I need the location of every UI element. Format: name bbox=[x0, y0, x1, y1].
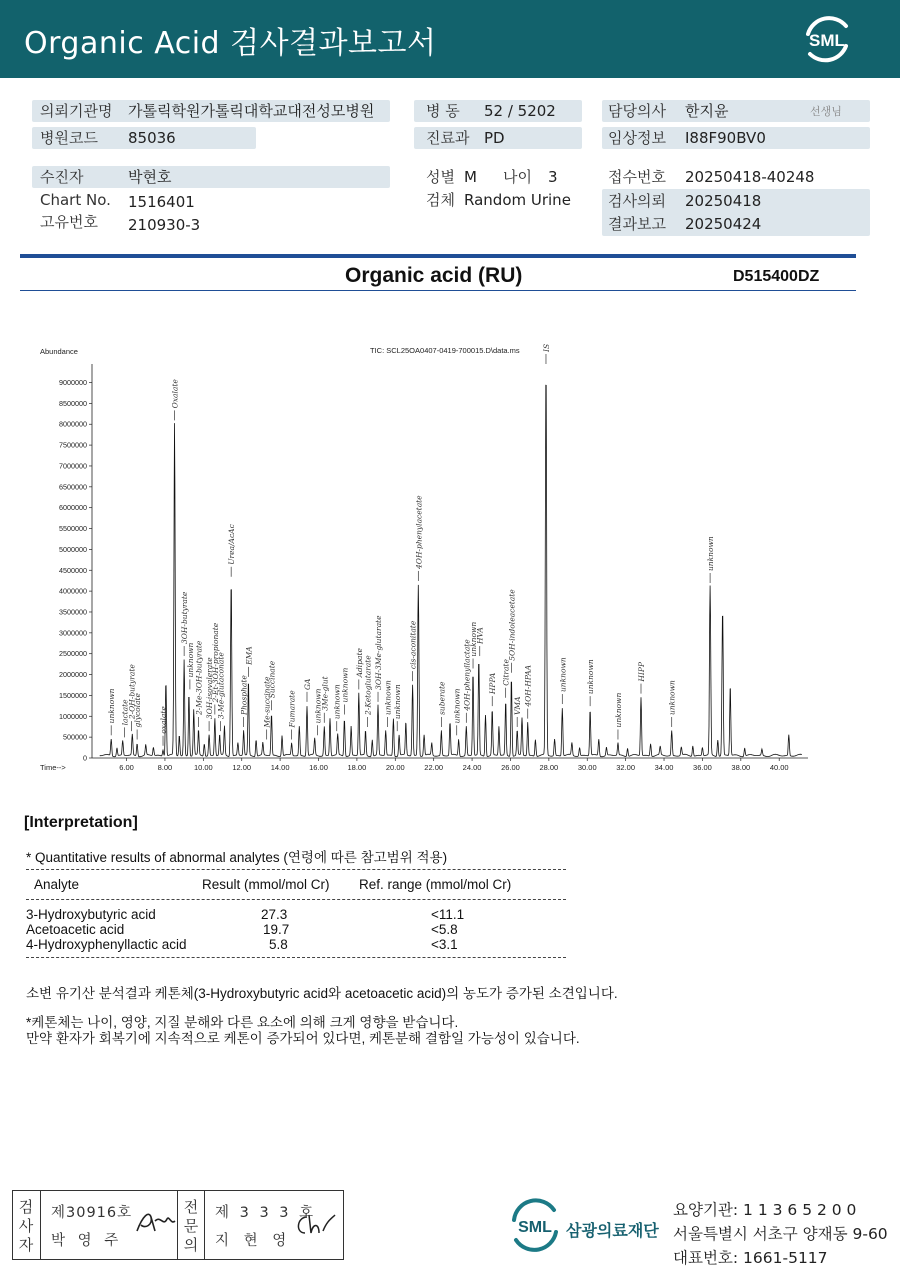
receipt-value: 20250418-40248 bbox=[685, 168, 815, 186]
peak-annotation-label: glycolate bbox=[133, 692, 143, 728]
chart-title: TIC: SCL25OA0407-0419-700015.D\data.ms bbox=[370, 346, 520, 355]
y-tick-label: 3000000 bbox=[59, 628, 87, 638]
peak-annotation-label: unknown bbox=[332, 684, 342, 720]
specimen-value: Random Urine bbox=[464, 191, 571, 209]
signature-box bbox=[12, 1190, 344, 1260]
interpretation-comment-2: 만약 환자가 회복기에 지속적으로 케톤이 증가되어 있다면, 케톤분해 결함일 가능성이 있습니다. bbox=[26, 1031, 580, 1046]
x-tick-label: 32.00 bbox=[616, 763, 636, 772]
peak-annotation-label: EMA bbox=[244, 646, 254, 665]
row-analyte: 4-Hydroxyphenyllactic acid bbox=[26, 937, 187, 952]
peak-annotation-label: unknown bbox=[383, 680, 393, 715]
peak-annotation-label: unknown bbox=[107, 688, 117, 724]
table-divider-bottom bbox=[26, 957, 566, 958]
x-tick-label: 26.00 bbox=[501, 763, 520, 772]
tester-signature-icon bbox=[133, 1207, 179, 1237]
specialist-license: 제 3 3 3 호 bbox=[215, 1205, 317, 1221]
report-label: 결과보고 bbox=[608, 215, 666, 233]
peak-annotation-label: unknown bbox=[313, 688, 323, 724]
institution-label: 의뢰기관명 bbox=[40, 102, 113, 120]
ward-value: 52 / 5202 bbox=[484, 102, 556, 120]
x-tick-label: 36.00 bbox=[693, 763, 712, 772]
specialist-label-cell bbox=[177, 1191, 205, 1259]
clinical-label: 임상정보 bbox=[608, 129, 666, 147]
row-ref: <3.1 bbox=[431, 937, 458, 952]
ward-label: 병 동 bbox=[426, 102, 460, 120]
table-divider-top bbox=[26, 869, 566, 870]
table-divider-mid bbox=[26, 899, 566, 900]
x-tick-label: 22.00 bbox=[424, 763, 444, 772]
row-ref: <11.1 bbox=[431, 907, 465, 922]
patient-bar bbox=[32, 166, 390, 188]
chart-section-code: D515400DZ bbox=[733, 268, 820, 285]
row-result: 5.8 bbox=[269, 937, 288, 952]
request-value: 20250418 bbox=[685, 192, 762, 210]
peak-annotation-label: IS bbox=[541, 343, 551, 352]
peak-annotation-label: unknown bbox=[452, 688, 462, 724]
peak-annotation-label: Me-succinate bbox=[262, 676, 272, 728]
col-ref: Ref. range (mmol/mol Cr) bbox=[359, 877, 512, 892]
peak-annotation-label: cis-aconitate bbox=[408, 620, 418, 670]
hospital-code-label: 병원코드 bbox=[40, 129, 98, 147]
footer-address: 서울특별시 서초구 양재동 9-60 bbox=[673, 1225, 888, 1243]
age-label: 나이 bbox=[503, 168, 532, 186]
unique-no-label: 고유번호 bbox=[40, 213, 98, 231]
peak-annotation-label: unknown bbox=[667, 680, 677, 715]
hospital-code-value: 85036 bbox=[128, 129, 176, 147]
peak-annotation-label: 3Me-glut bbox=[320, 676, 330, 711]
y-tick-label: 6000000 bbox=[59, 503, 87, 513]
peak-annotation-label: 2-OH-butyrate bbox=[127, 664, 137, 720]
report-title: Organic Acid 검사결과보고서 bbox=[24, 26, 437, 61]
peak-annotation-label: 3OH-3Me-glutarate bbox=[374, 615, 384, 690]
peak-annotation-label: Fumarate bbox=[287, 690, 297, 728]
dept-label: 진료과 bbox=[426, 129, 470, 147]
logo-text: SML bbox=[809, 31, 845, 50]
specialist-label-3: 의 bbox=[183, 1236, 199, 1254]
report-value: 20250424 bbox=[685, 215, 762, 233]
patient-value: 박현호 bbox=[128, 168, 172, 186]
interpretation-note: * Quantitative results of abnormal analytes (연령에 따른 참고범위 적용) bbox=[26, 850, 448, 865]
tester-license: 제30916호 bbox=[51, 1205, 133, 1221]
y-tick-label: 0 bbox=[83, 753, 87, 763]
peak-annotation-label: unknown bbox=[613, 692, 623, 728]
x-tick-label: 34.00 bbox=[654, 763, 674, 772]
row-analyte: 3-Hydroxybutyric acid bbox=[26, 907, 156, 922]
interpretation-heading: [Interpretation] bbox=[24, 814, 138, 831]
row-analyte: Acetoacetic acid bbox=[26, 922, 125, 937]
x-tick-label: 16.00 bbox=[309, 763, 328, 772]
peak-annotation-label: Phosphate bbox=[239, 675, 249, 715]
peak-annotation-label: Citrate bbox=[501, 659, 511, 686]
tester-label-1: 검 bbox=[18, 1198, 34, 1216]
x-tick-label: 6.00 bbox=[119, 763, 134, 772]
x-tick-label: 20.00 bbox=[385, 763, 405, 772]
institution-value: 가톨릭학원가톨릭대학교대전성모병원 bbox=[128, 102, 375, 120]
peak-annotation-label: unknown bbox=[469, 621, 479, 657]
peak-annotation-label: unknown bbox=[393, 684, 403, 720]
peak-annotation-label: 3OH-isovalerate bbox=[205, 657, 215, 720]
dept-value: PD bbox=[484, 129, 505, 147]
unique-no-value: 210930-3 bbox=[128, 216, 201, 234]
x-tick-label: 14.00 bbox=[270, 763, 290, 772]
peak-annotation-label: unknown bbox=[558, 657, 568, 693]
doctor-label: 담당의사 bbox=[608, 102, 666, 120]
y-tick-label: 7500000 bbox=[59, 440, 87, 450]
specialist-label-2: 문 bbox=[183, 1217, 199, 1235]
chart-no-label: Chart No. bbox=[40, 191, 111, 209]
x-tick-label: 28.00 bbox=[539, 763, 559, 772]
x-tick-label: 24.00 bbox=[462, 763, 482, 772]
peak-annotation-label: 2-Me-3OH-butyrate bbox=[194, 640, 204, 715]
peak-annotation-label: VMA bbox=[513, 696, 523, 715]
footer-phone: 대표번호: 1661-5117 bbox=[673, 1249, 828, 1267]
peak-annotation-label: 3OH-butyrate bbox=[180, 591, 190, 645]
peak-annotation-label: 4OH-phenylacetate bbox=[414, 495, 424, 569]
x-tick-label: 12.00 bbox=[232, 763, 252, 772]
peak-annotation-label: suberate bbox=[437, 681, 447, 715]
y-tick-label: 8500000 bbox=[59, 398, 87, 408]
doctor-value: 한지윤 bbox=[685, 102, 729, 120]
x-axis-label: Time--> bbox=[40, 763, 66, 772]
peak-annotation-label: HIPP bbox=[636, 661, 646, 682]
y-axis-label: Abundance bbox=[40, 347, 78, 356]
peak-annotation-label: HPPA bbox=[488, 672, 498, 695]
chart-section-title: Organic acid (RU) bbox=[345, 264, 523, 287]
peak-annotation-label: lactate bbox=[120, 699, 130, 726]
request-label: 검사의뢰 bbox=[608, 192, 666, 210]
specialist-name: 지 현 영 bbox=[215, 1233, 292, 1249]
x-tick-label: 10.00 bbox=[193, 763, 213, 772]
y-tick-label: 3500000 bbox=[59, 607, 87, 617]
doctor-suffix: 선생님 bbox=[810, 105, 842, 118]
interpretation-summary: 소변 유기산 분석결과 케톤체(3-Hydroxybutyric acid와 acetoacetic acid)의 농도가 증가된 소견입니다. bbox=[26, 986, 618, 1001]
peak-annotation-label: oxalate bbox=[159, 706, 169, 734]
row-ref: <5.8 bbox=[431, 922, 458, 937]
y-tick-label: 1000000 bbox=[59, 711, 87, 721]
sex-label: 성별 bbox=[426, 168, 455, 186]
tester-label-cell bbox=[13, 1191, 41, 1259]
chart-no-value: 1516401 bbox=[128, 193, 195, 211]
peak-annotation-label: unknown bbox=[185, 642, 195, 678]
specialist-signature-icon bbox=[293, 1211, 337, 1239]
y-tick-label: 4000000 bbox=[59, 586, 87, 596]
footer-sml-logo-icon bbox=[508, 1198, 562, 1252]
x-tick-label: 8.00 bbox=[157, 763, 173, 772]
peak-annotation-label: Urea/AcAc bbox=[227, 524, 237, 565]
patient-label: 수진자 bbox=[40, 168, 84, 186]
y-tick-label: 5000000 bbox=[59, 544, 87, 554]
footer-contact bbox=[673, 1198, 888, 1270]
x-tick-label: 38.00 bbox=[731, 763, 751, 772]
x-tick-label: 40.00 bbox=[769, 763, 789, 772]
peak-annotation-label: unknown bbox=[340, 667, 350, 703]
y-tick-label: 9000000 bbox=[59, 378, 87, 388]
peak-annotation-label: HVA bbox=[475, 627, 485, 645]
y-tick-label: 7000000 bbox=[59, 461, 87, 471]
tester-name: 박 영 주 bbox=[51, 1233, 123, 1249]
peak-annotation-label: Oxalate bbox=[170, 379, 180, 409]
clinical-value: I88F90BV0 bbox=[685, 129, 766, 147]
footer-org-name: 삼광의료재단 bbox=[566, 1221, 659, 1240]
specialist-label-1: 전 bbox=[183, 1198, 199, 1216]
y-tick-label: 1500000 bbox=[59, 690, 87, 700]
peak-annotation-label: 4OH-phenyllactate bbox=[462, 639, 472, 711]
y-tick-label: 500000 bbox=[63, 732, 87, 742]
peak-annotation-label: 2-Et-3OH-propionate bbox=[210, 622, 220, 703]
footer-logo-text: SML bbox=[518, 1219, 552, 1236]
specimen-label: 검체 bbox=[426, 191, 455, 209]
x-tick-label: 18.00 bbox=[347, 763, 367, 772]
report-header bbox=[0, 0, 900, 78]
peak-annotation-label: 5OH-indoleacetate bbox=[507, 589, 517, 661]
peak-annotation-label: 4OH-HPAA bbox=[523, 664, 533, 707]
peak-annotation-label: 2-Ketoglutarate bbox=[363, 655, 373, 715]
peak-annotation-label: Adipate bbox=[354, 648, 364, 678]
peak-annotation-label: 3-Me-glutaconate bbox=[216, 652, 226, 720]
y-tick-label: 2000000 bbox=[59, 670, 87, 680]
tester-label-3: 자 bbox=[18, 1236, 34, 1254]
chart-rule-top bbox=[20, 254, 856, 258]
y-tick-label: 8000000 bbox=[59, 419, 87, 429]
receipt-label: 접수번호 bbox=[608, 168, 666, 186]
y-tick-label: 4500000 bbox=[59, 565, 87, 575]
peak-annotation-label: Succinate bbox=[267, 660, 277, 699]
peak-annotation-label: GA bbox=[302, 678, 312, 690]
y-tick-label: 2500000 bbox=[59, 649, 87, 659]
y-tick-label: 6500000 bbox=[59, 482, 87, 492]
chart-rule-bottom bbox=[20, 290, 856, 291]
y-tick-label: 5500000 bbox=[59, 524, 87, 534]
tester-label-2: 사 bbox=[18, 1217, 34, 1235]
sex-value: M bbox=[464, 168, 477, 186]
col-analyte: Analyte bbox=[34, 877, 80, 892]
row-result: 27.3 bbox=[261, 907, 288, 922]
interpretation-comment-1: *케톤체는 나이, 영양, 지질 분해와 다른 요소에 의해 크게 영향을 받습니다. bbox=[26, 1015, 459, 1030]
peak-annotation-label: unknown bbox=[706, 536, 716, 572]
age-value: 3 bbox=[548, 168, 558, 186]
sml-logo-icon bbox=[800, 12, 854, 66]
x-tick-label: 30.00 bbox=[577, 763, 597, 772]
row-result: 19.7 bbox=[263, 922, 290, 937]
chromatogram-chart bbox=[0, 330, 900, 790]
peak-annotation-label: unknown bbox=[586, 659, 596, 695]
col-result: Result (mmol/mol Cr) bbox=[202, 877, 330, 892]
footer-code: 요양기관: 1 1 3 6 5 2 0 0 bbox=[673, 1201, 857, 1219]
